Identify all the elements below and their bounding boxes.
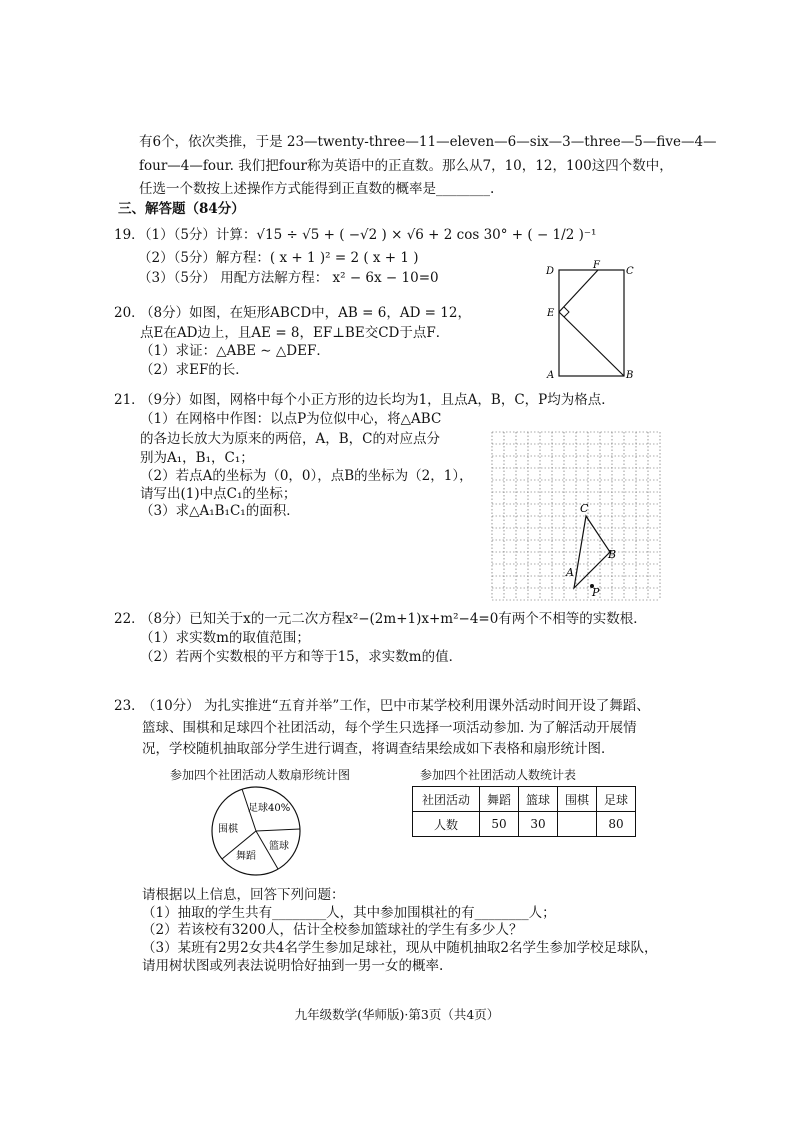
q21-number: 21． [114,392,145,408]
pie-label-football: 足球40% [248,803,291,814]
table-cell [558,812,597,837]
table-header-cell: 社团活动 [413,787,480,812]
q23-line-1: （10分） 为扎实推进“五育并举”工作，巴中市某学校利用课外活动时间开设了舞蹈、 [142,698,650,714]
q23-sub-2: （2）若该校有3200人，估计全校参加篮球社的学生有多少人？ [142,922,523,938]
q21-line-7: （3）求△A₁B₁C₁的面积． [140,503,300,519]
q23-sub-3: （3）某班有2男2女共4名学生参加足球社，现从中随机抽取2名学生参加学校足球队， [142,940,658,956]
q20-line-3: （1）求证：△ABE ∼ △DEF． [140,343,330,359]
q19-part-1: （1）（5分）计算：√15 ÷ √5 + ( −√2 ) × √6 + 2 cos 30° + ( − 1/2 )⁻¹ [138,227,597,243]
pie-divider-2 [256,829,300,831]
q19-part-3: （3）（5分） 用配方法解方程： x² − 6x − 10=0 [138,270,439,286]
pie-chart [208,784,308,880]
table-header-cell: 围棋 [558,787,597,812]
q19-number: 19． [114,227,145,243]
intro-line-3: 任选一个数按上述操作方式能得到正直数的概率是________. [139,181,495,197]
q22-line-3: （2）若两个实数根的平方和等于15，求实数m的值． [140,649,463,665]
table-header-cell: 舞蹈 [480,787,519,812]
q20-line-2: 点E在AD边上，且AE = 8，EF⊥BE交CD于点F． [140,325,450,341]
table-header-cell: 篮球 [519,787,558,812]
stat-table-wrap [412,786,636,837]
intro-line-1: 有6个，依次类推，于是 23—twenty-three—11—eleven—6—six—3—three—5—five—4— [139,134,717,150]
q23-line-3: 况，学校随机抽取部分学生进行调查，将调查结果绘成如下表格和扇形统计图． [142,741,615,757]
q21-line-3: 的各边长放大为原来的两倍，A，B，C的对应点分 [140,431,440,447]
label-A: A [547,370,555,381]
q21-line-4: 别为A₁，B₁，C₁； [140,450,254,466]
section-title: 三、解答题（84分） [118,201,245,217]
pie-label-dance: 舞蹈 [236,851,256,862]
rectangle-figure [540,260,640,384]
rectangle-abcd [559,270,624,376]
q23-line-2: 篮球、围棋和足球四个社团活动，每个学生只选择一项活动参加. 为了解活动开展情 [142,720,637,736]
grid-label-C: C [580,502,589,515]
label-C: C [626,266,634,277]
grid-figure [488,428,664,604]
q22-number: 22． [114,611,145,627]
stat-table-header-row [413,787,636,812]
grid-label-A: A [566,566,574,579]
table-cell: 80 [597,812,636,837]
label-E: E [547,308,555,319]
q22-line-2: （1）求实数m的取值范围； [140,630,310,646]
q21-line-6: 请写出(1)中点C₁的坐标； [140,486,297,502]
table-cell: 30 [519,812,558,837]
intro-line-2: four—4—four. 我们把four称为英语中的正直数。那么从7，10，12，100这四个数中， [139,158,673,174]
q20-line-1: （8分）如图，在矩形ABCD中，AB = 6，AD = 12， [140,305,471,321]
segment-ef [559,270,598,312]
table-cell: 50 [480,812,519,837]
label-B: B [626,370,634,381]
pie-label-weiqi: 围棋 [218,824,238,835]
grid-label-P: P [592,586,600,599]
q21-line-5: （2）若点A的坐标为（0，0），点B的坐标为（2，1）， [140,468,473,484]
right-angle-mark [564,307,569,317]
q23-sub-4: 请用树状图或列表法说明恰好抽到一男一女的概率. [142,958,444,974]
grid-label-B: B [608,548,617,561]
q23-sub-1: （1）抽取的学生共有________人，其中参加围棋社的有________人； [142,905,556,921]
table-cell: 人数 [413,812,480,837]
q20-number: 20． [114,305,145,321]
stat-table-data-row [413,812,636,837]
label-F: F [593,260,600,271]
q23-after: 请根据以上信息，回答下列问题： [142,887,345,903]
table-header-cell: 足球 [597,787,636,812]
q20-line-4: （2）求EF的长． [140,362,249,378]
segment-eb [559,312,624,376]
stat-table [412,786,636,837]
pie-chart-title: 参加四个社团活动人数扇形统计图 [170,768,351,782]
stat-table-title: 参加四个社团活动人数统计表 [420,768,577,782]
q19-part-2: （2）（5分）解方程：( x + 1 )² = 2 ( x + 1 ) [138,250,419,266]
q21-line-2: （1）在网格中作图：以点P为位似中心，将△ABC [140,411,442,427]
q22-line-1: （8分）已知关于x的一元二次方程x²−(2m+1)x+m²−4=0有两个不相等的实数根． [140,611,647,627]
pie-label-basketball: 篮球 [269,841,289,852]
q21-line-1: （9分）如图，网格中每个小正方形的边长均为1，且点A，B，C，P均为格点． [140,392,615,408]
label-D: D [546,266,555,277]
page-footer: 九年级数学(华师版)·第3页（共4页） [294,1007,500,1022]
q23-number: 23． [114,698,145,714]
